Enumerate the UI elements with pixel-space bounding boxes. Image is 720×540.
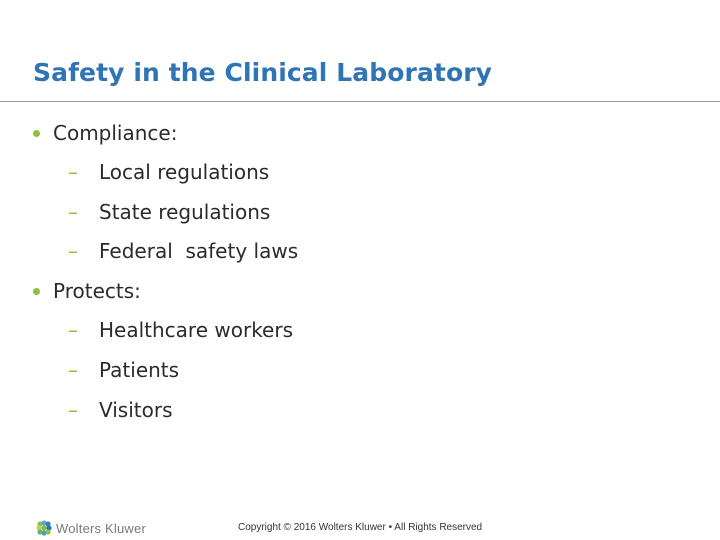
- bullet-dot: [33, 130, 40, 137]
- wolters-kluwer-logo: [35, 519, 146, 537]
- bullet-protects: Protects:: [53, 279, 141, 303]
- sub-item-patients: Patients: [99, 358, 180, 382]
- logo-text: Wolters Kluwer: [56, 520, 146, 536]
- sub-item-federal-safety-laws: Federal safety laws: [99, 239, 299, 263]
- sub-item-visitors: Visitors: [99, 398, 173, 422]
- sub-item-healthcare-workers: Healthcare workers: [99, 318, 294, 342]
- copyright-notice: Copyright © 2016 Wolters Kluwer • All Rights Reserved: [238, 522, 483, 533]
- sub-item-state-regulations: State regulations: [99, 200, 271, 224]
- sub-bullet-dash: –: [68, 160, 78, 184]
- bullet-compliance: Compliance:: [53, 121, 178, 145]
- bullet-dot: [33, 288, 40, 295]
- sub-bullet-dash: –: [68, 398, 78, 422]
- sub-bullet-dash: –: [68, 318, 78, 342]
- sub-item-local-regulations: Local regulations: [99, 160, 270, 184]
- wolters-kluwer-logo-icon: [35, 519, 53, 537]
- sub-bullet-dash: –: [68, 358, 78, 382]
- sub-bullet-dash: –: [68, 239, 78, 263]
- title-divider: [0, 101, 720, 102]
- sub-bullet-dash: –: [68, 200, 78, 224]
- slide-title: Safety in the Clinical Laboratory: [33, 58, 493, 87]
